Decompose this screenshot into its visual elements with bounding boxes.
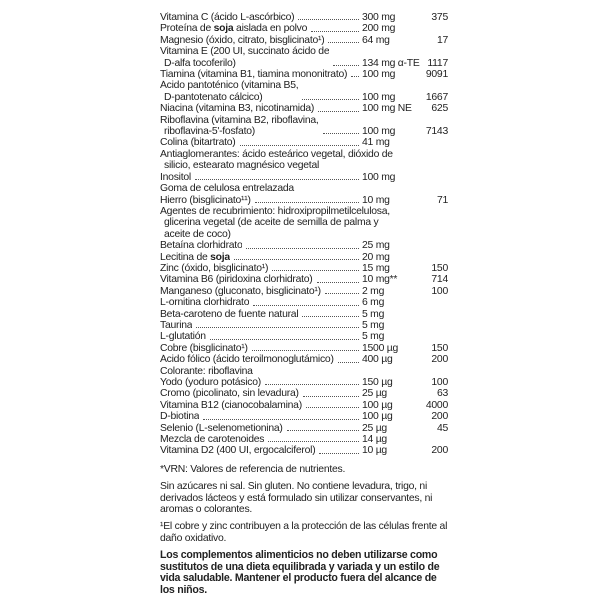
supplement-facts-panel: [160, 12, 448, 597]
vrn-percent: 625: [431, 103, 448, 115]
ingredient-amount: 100 µg: [362, 411, 393, 423]
ingredient-row: [160, 434, 448, 445]
ingredient-row: [160, 252, 448, 263]
ingredient-amount: 10 mg: [362, 194, 390, 206]
ingredient-name: [160, 12, 296, 23]
ingredient-name: [160, 434, 266, 445]
ingredient-name: [160, 331, 208, 342]
ingredient-row: [160, 331, 448, 342]
ingredient-text: Vitamina D2 (400 UI, ergocalciferol): [160, 445, 316, 457]
vrn-percent: 45: [436, 422, 448, 434]
dot-leader: [195, 178, 359, 180]
dot-leader: [265, 383, 359, 385]
ingredient-name: [160, 274, 315, 285]
ingredient-text: Beta-caroteno de fuente natural: [160, 308, 299, 320]
ingredient-name: [160, 445, 317, 456]
ingredient-text: Ácido fólico (ácido teroilmonoglutámico): [160, 354, 334, 366]
vrn-percent: 150: [431, 342, 448, 354]
dot-leader: [325, 292, 359, 294]
ingredient-row: [160, 411, 448, 422]
vrn-percent: 150: [431, 262, 448, 274]
notes-section: [160, 464, 448, 597]
dot-leader: [338, 361, 359, 363]
ingredient-amount: 6 mg: [362, 297, 385, 309]
ingredient-text: aceite de coco): [164, 228, 231, 240]
dot-leader: [268, 440, 359, 442]
ingredient-name: [160, 46, 331, 69]
ingredient-amount: 200 mg: [362, 23, 396, 35]
ingredient-amount: 100 mg: [362, 126, 396, 138]
ingredient-name: [160, 195, 253, 206]
dot-leader: [272, 269, 359, 271]
ingredient-name: [160, 172, 193, 183]
ingredient-row: [160, 69, 448, 80]
dot-leader: [203, 418, 359, 420]
ingredient-row: [160, 366, 448, 377]
ingredient-row: [160, 240, 448, 251]
vrn-percent: 1667: [425, 91, 448, 103]
dot-leader: [246, 247, 359, 249]
ingredient-text: Cobre (bisglicinato¹): [160, 342, 248, 354]
vrn-percent: 375: [431, 12, 448, 23]
vrn-percent: 63: [436, 388, 448, 400]
ingredient-row: [160, 377, 448, 388]
ingredient-row: [160, 12, 448, 23]
ingredient-amount: 100 mg: [362, 171, 396, 183]
ingredient-name: [160, 149, 448, 172]
ingredient-row: [160, 35, 448, 46]
ingredient-row: [160, 46, 448, 69]
ingredient-amount: 5 mg: [362, 331, 385, 343]
ingredient-row: [160, 354, 448, 365]
ingredient-row: [160, 286, 448, 297]
ingredient-text: silicio, estearato magnésico vegetal: [164, 160, 320, 172]
ingredient-name: [160, 103, 316, 114]
ingredient-text: glicerina vegetal (de aceite de semilla de palma y: [164, 217, 379, 229]
ingredient-text: Vitamina E (200 UI, succinato ácido de: [160, 46, 330, 58]
vrn-percent: 17: [436, 34, 448, 46]
ingredient-name: [160, 377, 263, 388]
ingredient-name: [160, 354, 336, 365]
ingredient-text: Manganeso (gluconato, bisglicinato¹): [160, 285, 321, 297]
vrn-percent: 71: [436, 194, 448, 206]
ingredient-name: [160, 183, 448, 194]
dot-leader: [302, 315, 359, 317]
ingredient-amount: 25 mg: [362, 240, 390, 252]
ingredient-name: [160, 400, 304, 411]
ingredient-name: [160, 388, 301, 399]
ingredient-text: Proteína de: [160, 23, 214, 35]
ingredient-name: [160, 309, 300, 320]
ingredient-row: [160, 297, 448, 308]
ingredient-name: [160, 411, 201, 422]
ingredient-list: [160, 12, 448, 457]
ingredient-amount: 1500 µg: [362, 342, 399, 354]
ingredient-text: D-biotina: [160, 411, 200, 423]
ingredient-name: [160, 240, 244, 251]
dot-leader: [351, 75, 359, 77]
ingredient-text: Vitamina B6 (piridoxina clorhidrato): [160, 274, 313, 286]
ingredient-text: Magnesio (óxido, citrato, bisglicinato¹): [160, 34, 325, 46]
dot-leader: [210, 338, 359, 340]
ingredient-text: L-glutatión: [160, 331, 206, 343]
ingredient-amount: 25 µg: [362, 422, 387, 434]
ingredient-text: Niacina (vitamina B3, nicotinamida): [160, 103, 315, 115]
ingredient-name: [160, 343, 250, 354]
free-from-note: Sin azúcares ni sal. Sin gluten. No contiene levadura, trigo, ni derivados lácteos y está formulado sin utilizar conservantes, ni aromas o colorantes.: [160, 481, 433, 516]
ingredient-text: Goma de celulosa entrelazada: [160, 183, 294, 195]
vrn-footnote: *VRN: Valores de referencia de nutrientes.: [160, 463, 346, 475]
ingredient-amount: 100 mg: [362, 91, 396, 103]
ingredient-text: Vitamina B12 (cianocobalamina): [160, 399, 302, 411]
ingredient-text: riboflavina-5'-fosfato): [164, 126, 255, 138]
ingredient-name: [160, 252, 232, 263]
ingredient-row: [160, 80, 448, 103]
copper-zinc-note: ¹El cobre y zinc contribuyen a la protección de las células frente al daño oxidativo.: [160, 521, 448, 544]
ingredient-text: Ácido pantoténico (vitamina B5,: [160, 80, 299, 92]
ingredient-name: [160, 80, 300, 103]
ingredient-text: L-ornitina clorhidrato: [160, 297, 250, 309]
dot-leader: [253, 304, 359, 306]
dot-leader: [317, 281, 359, 283]
ingredient-name: [160, 263, 270, 274]
ingredient-row: [160, 445, 448, 456]
dot-leader: [240, 144, 359, 146]
dot-leader: [234, 258, 359, 260]
ingredient-row: [160, 23, 448, 34]
ingredient-row: [160, 343, 448, 354]
ingredient-amount: 400 µg: [362, 354, 393, 366]
ingredient-row: [160, 172, 448, 183]
ingredient-text: D-alfa tocoferilo): [164, 57, 236, 69]
ingredient-text: Cromo (picolinato, sin levadura): [160, 388, 299, 400]
vrn-percent: 714: [431, 274, 448, 286]
vrn-percent: 1117: [427, 57, 448, 69]
ingredient-row: [160, 149, 448, 172]
ingredient-amount: 300 mg: [362, 12, 396, 23]
ingredient-row: [160, 274, 448, 285]
ingredient-text: Agentes de recubrimiento: hidroxipropilmetilcelulosa,: [160, 205, 390, 217]
ingredient-amount: 10 µg: [362, 445, 387, 457]
ingredient-row: [160, 103, 448, 114]
ingredient-amount: 100 mg: [362, 69, 396, 81]
ingredient-text: Zinc (óxido, bisglicinato¹): [160, 262, 269, 274]
allergen-text: soja: [210, 251, 230, 263]
ingredient-amount: 41 mg: [362, 137, 390, 149]
ingredient-name: [160, 115, 321, 138]
dot-leader: [302, 98, 359, 100]
ingredient-text: Mezcla de carotenoides: [160, 434, 265, 446]
ingredient-name: [160, 320, 194, 331]
ingredient-text: Selenio (L-selenometionina): [160, 422, 283, 434]
dot-leader: [323, 132, 359, 134]
dot-leader: [287, 429, 359, 431]
ingredient-name: [160, 137, 238, 148]
ingredient-row: [160, 263, 448, 274]
ingredient-amount: 15 mg: [362, 262, 390, 274]
ingredient-text: Vitamina C (ácido L-ascórbico): [160, 12, 295, 23]
ingredient-amount: 14 µg: [362, 434, 387, 446]
ingredient-amount: 100 µg: [362, 399, 393, 411]
ingredient-text: Inositol: [160, 171, 191, 183]
ingredient-name: [160, 35, 326, 46]
ingredient-name: [160, 297, 251, 308]
dot-leader: [311, 30, 359, 32]
ingredient-text: Antiaglomerantes: ácido esteárico vegetal, dióxido de: [160, 148, 393, 160]
ingredient-text: aislada en polvo: [233, 23, 308, 35]
ingredient-name: [160, 423, 285, 434]
ingredient-row: [160, 309, 448, 320]
ingredient-amount: 25 µg: [362, 388, 387, 400]
ingredient-text: Colorante: riboflavina: [160, 365, 253, 377]
dot-leader: [333, 64, 359, 66]
ingredient-name: [160, 286, 323, 297]
warning-text: Los complementos alimenticios no deben utilizarse como sustitutos de una dieta equilibrada y variada y un estilo de vida saludable. Mantener el producto fuera del alcance de los niños.: [160, 549, 440, 597]
ingredient-name: [160, 366, 448, 377]
vrn-percent: 100: [431, 377, 448, 388]
vrn-percent: 200: [431, 411, 448, 423]
vrn-percent: 100: [431, 285, 448, 297]
ingredient-name: [160, 69, 349, 80]
ingredient-amount: 134 mg α-TE: [362, 57, 420, 69]
ingredient-name: [160, 23, 309, 34]
vrn-percent: 9091: [425, 69, 448, 81]
ingredient-row: [160, 183, 448, 194]
ingredient-text: D-pantotenato cálcico): [164, 91, 263, 103]
ingredient-row: [160, 206, 448, 240]
ingredient-text: Colina (bitartrato): [160, 137, 236, 149]
ingredient-amount: 5 mg: [362, 319, 385, 331]
ingredient-name: [160, 206, 448, 240]
ingredient-amount: 5 mg: [362, 308, 385, 320]
ingredient-amount: 10 mg**: [362, 274, 398, 286]
ingredient-text: Hierro (bisglicinato¹¹): [160, 194, 251, 206]
vrn-percent: 200: [431, 445, 448, 457]
ingredient-amount: 20 mg: [362, 251, 390, 263]
dot-leader: [303, 395, 359, 397]
dot-leader: [252, 349, 359, 351]
ingredient-row: [160, 320, 448, 331]
ingredient-text: Taurina: [160, 319, 193, 331]
ingredient-amount: 150 µg: [362, 377, 393, 388]
vrn-percent: 200: [431, 354, 448, 366]
dot-leader: [255, 201, 359, 203]
ingredient-row: [160, 195, 448, 206]
ingredient-row: [160, 115, 448, 138]
allergen-text: soja: [213, 23, 234, 35]
ingredient-amount: 64 mg: [362, 34, 390, 46]
ingredient-text: Yodo (yoduro potásico): [160, 377, 261, 388]
ingredient-row: [160, 400, 448, 411]
vrn-percent: 4000: [425, 399, 448, 411]
ingredient-row: [160, 137, 448, 148]
dot-leader: [298, 18, 359, 20]
ingredient-amount: 100 mg NE: [362, 103, 412, 115]
ingredient-text: Riboflavina (vitamina B2, riboflavina,: [160, 114, 319, 126]
ingredient-row: [160, 388, 448, 399]
ingredient-row: [160, 423, 448, 434]
dot-leader: [328, 41, 359, 43]
vrn-percent: 7143: [425, 126, 448, 138]
ingredient-text: Betaína clorhidrato: [160, 240, 243, 252]
dot-leader: [306, 406, 359, 408]
dot-leader: [319, 452, 359, 454]
ingredient-text: Tiamina (vitamina B1, tiamina mononitrato): [160, 69, 348, 81]
ingredient-amount: 2 mg: [362, 285, 385, 297]
dot-leader: [196, 326, 359, 328]
dot-leader: [318, 110, 359, 112]
ingredient-text: Lecitina de: [160, 251, 211, 263]
